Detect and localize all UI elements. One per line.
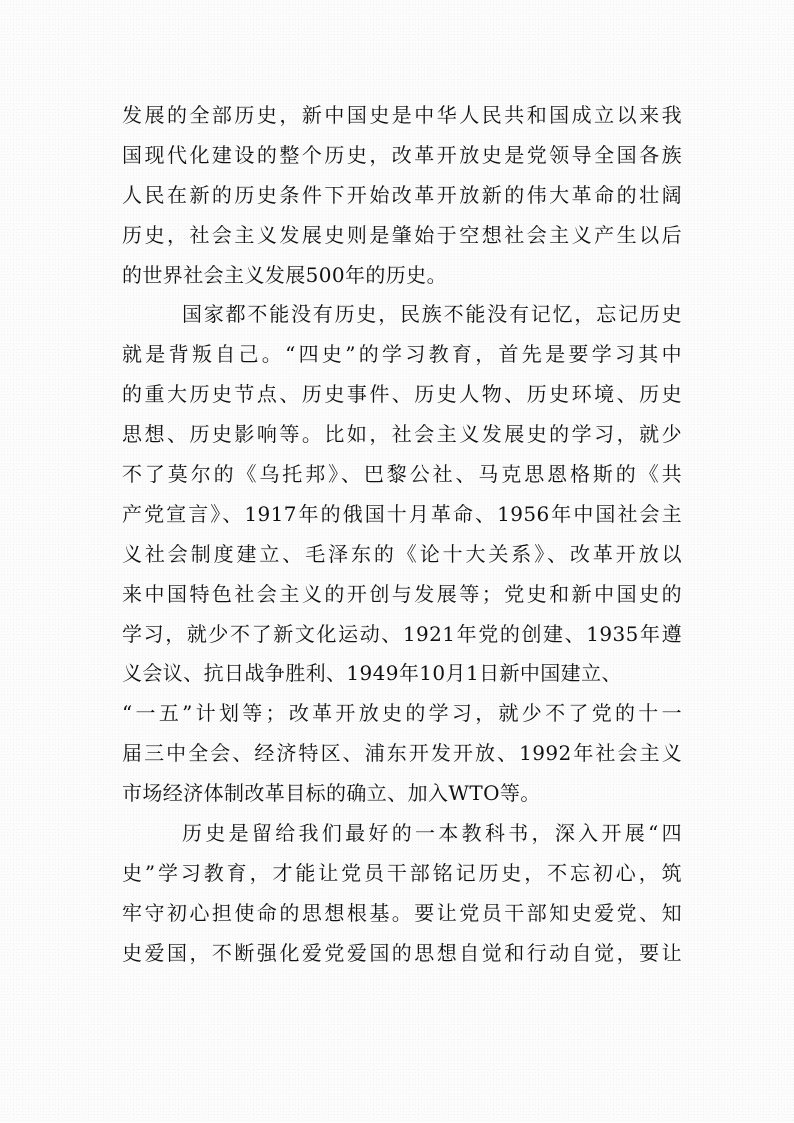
text-line: 义社会制度建立、毛泽东的《论十大关系》、改革开放以 xyxy=(122,541,682,566)
text-line: 发展的全部历史，新中国史是中华人民共和国成立以来我 xyxy=(122,103,682,127)
text-line: 的重大历史节点、历史事件、历史人物、历史环境、历史 xyxy=(122,382,682,407)
text-line: 来中国特色社会主义的开创与发展等；党史和新中国史的 xyxy=(122,581,682,606)
paragraph-first-line: 历史是留给我们最好的一本教科书，深入开展“四 xyxy=(182,821,682,846)
text-line: 思想、历史影响等。比如，社会主义发展史的学习，就少 xyxy=(122,422,682,447)
text-line: 的世界社会主义发展500年的历史。 xyxy=(122,262,447,287)
text-line: 牢守初心担使命的思想根基。要让党员干部知史爱党、知 xyxy=(122,900,682,925)
text-line: 人民在新的历史条件下开始改革开放新的伟大革命的壮阔 xyxy=(122,182,682,207)
text-line: 学习，就少不了新文化运动、1921年党的创建、1935年遵 xyxy=(122,621,682,646)
text-line: 市场经济体制改革目标的确立、加入WTO等。 xyxy=(122,781,541,806)
text-line: “一五”计划等；改革开放史的学习，就少不了党的十一 xyxy=(122,701,682,726)
text-line: 史爱国，不断强化爱党爱国的思想自觉和行动自觉，要让 xyxy=(122,940,682,965)
paragraph-first-line: 国家都不能没有历史，民族不能没有记忆，忘记历史 xyxy=(182,302,682,327)
text-line: 历史，社会主义发展史则是肇始于空想社会主义产生以后 xyxy=(122,222,682,247)
body-text xyxy=(122,96,682,974)
text-line: 产党宣言》、1917年的俄国十月革命、1956年中国社会主 xyxy=(122,501,682,526)
text-line: 不了莫尔的《乌托邦》、巴黎公社、马克思恩格斯的《共 xyxy=(122,462,682,487)
text-line: 国现代化建设的整个历史，改革开放史是党领导全国各族 xyxy=(122,142,682,167)
text-line: 就是背叛自己。“四史”的学习教育，首先是要学习其中 xyxy=(122,342,682,367)
text-line: 义会议、抗日战争胜利、1949年10月1日新中国建立、 xyxy=(122,661,622,686)
text-line: 届三中全会、经济特区、浦东开发开放、1992年社会主义 xyxy=(122,741,682,766)
text-line: 史”学习教育，才能让党员干部铭记历史，不忘初心，筑 xyxy=(122,860,682,885)
